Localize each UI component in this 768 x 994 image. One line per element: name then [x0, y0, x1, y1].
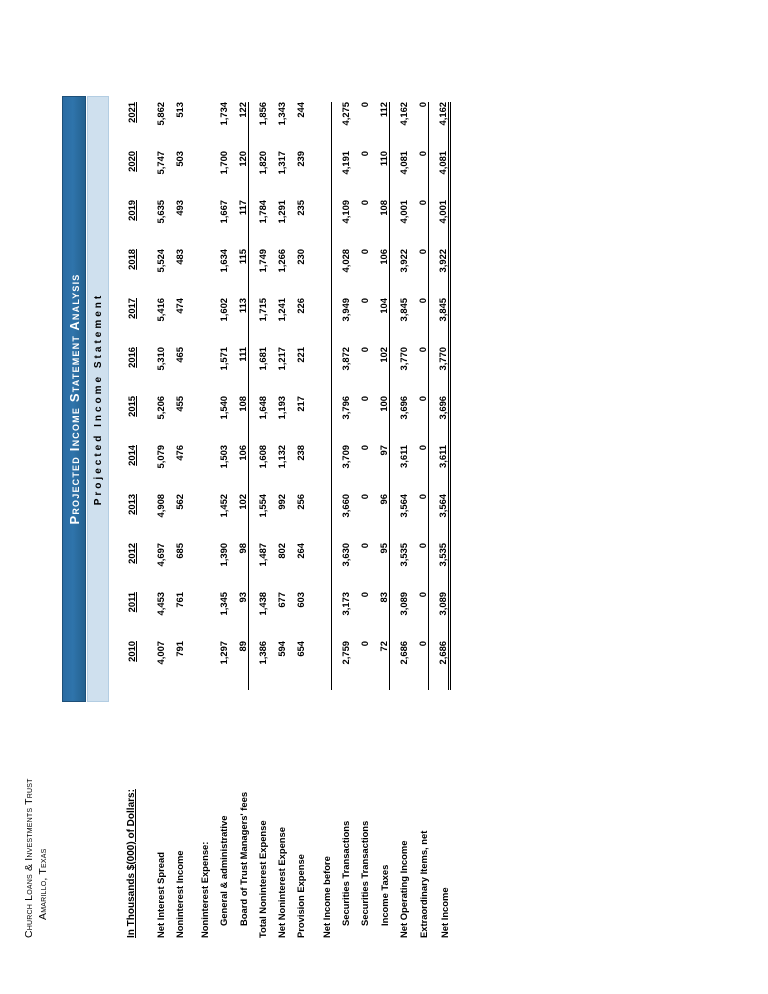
year-header: 2016 — [126, 347, 137, 368]
table-cell: 97 — [378, 445, 389, 456]
table-cell: 654 — [295, 641, 306, 657]
table-cell: 1,681 — [249, 347, 269, 396]
table-cell — [191, 543, 210, 592]
table-cell: 106 — [237, 445, 248, 461]
table-cell — [312, 151, 332, 200]
table-cell: 1,554 — [249, 494, 269, 543]
table-cell: 102 — [378, 347, 389, 363]
table-cell — [191, 641, 210, 690]
table-cell: 3,611 — [429, 445, 450, 494]
table-cell: 0 — [417, 445, 428, 451]
table-cell — [312, 543, 332, 592]
table-cell: 1,503 — [218, 445, 229, 469]
table-cell: 0 — [417, 347, 428, 353]
year-header: 2017 — [126, 298, 137, 319]
table-cell: 3,845 — [429, 298, 450, 347]
table-cell: 791 — [174, 641, 185, 657]
table-cell: 244 — [295, 102, 306, 118]
year-header: 2015 — [126, 396, 137, 417]
table-cell: 1,297 — [218, 641, 229, 665]
table-cell: 235 — [295, 200, 306, 216]
report-title: Projected Income Statement Analysis — [66, 273, 82, 525]
table-cell: 0 — [417, 298, 428, 304]
table-cell: 0 — [417, 249, 428, 255]
table-cell: 594 — [276, 641, 287, 657]
table-cell: 3,564 — [429, 494, 450, 543]
table-cell: 3,709 — [332, 445, 352, 494]
table-cell: 1,438 — [249, 592, 269, 641]
table-cell: 1,667 — [218, 200, 229, 224]
table-cell: 3,922 — [429, 249, 450, 298]
table-cell: 493 — [174, 200, 185, 216]
row-label: Net Interest Spread — [155, 852, 166, 938]
table-cell: 2,759 — [332, 641, 352, 690]
table-cell: 5,206 — [155, 396, 166, 420]
table-cell: 112 — [378, 102, 389, 118]
table-cell: 83 — [378, 592, 389, 603]
row-label: Securities Transactions — [340, 820, 351, 926]
row-label: Board of Trust Managers' fees — [237, 791, 249, 926]
table-cell: 0 — [359, 396, 370, 402]
table-row — [351, 102, 370, 938]
table-cell: 0 — [417, 151, 428, 157]
table-cell: 122 — [237, 102, 248, 118]
table-cell: 0 — [359, 298, 370, 304]
table-cell: 4,453 — [155, 592, 166, 616]
row-label: Total Noninterest Expense — [257, 820, 268, 938]
table-cell: 256 — [295, 494, 306, 510]
table-cell: 102 — [237, 494, 248, 510]
table-cell: 5,079 — [155, 445, 166, 469]
table-cell: 4,697 — [155, 543, 166, 567]
table-cell — [312, 102, 332, 151]
table-cell: 93 — [237, 592, 248, 603]
table-cell — [191, 347, 210, 396]
table-cell: 1,784 — [249, 200, 269, 249]
table-cell: 1,634 — [218, 249, 229, 273]
table-cell: 3,796 — [332, 396, 352, 445]
table-cell: 1,749 — [249, 249, 269, 298]
table-cell: 761 — [174, 592, 185, 608]
table-cell: 3,564 — [390, 494, 410, 543]
table-cell — [312, 200, 332, 249]
table-cell: 0 — [417, 494, 428, 500]
year-header: 2019 — [126, 200, 137, 221]
table-cell: 483 — [174, 249, 185, 265]
table-cell: 3,770 — [429, 347, 450, 396]
row-label: Net Income before — [320, 856, 332, 938]
table-cell: 95 — [378, 543, 389, 554]
table-cell: 1,648 — [249, 396, 269, 445]
row-label: Noninterest Expense: — [199, 841, 210, 938]
table-cell: 465 — [174, 347, 185, 363]
table-row — [191, 102, 210, 938]
table-cell: 3,696 — [390, 396, 410, 445]
table-cell: 4,001 — [429, 200, 450, 249]
table-cell: 562 — [174, 494, 185, 510]
table-header — [118, 102, 137, 938]
table-cell: 2,686 — [390, 641, 410, 690]
table-cell: 108 — [237, 396, 248, 412]
table-cell: 111 — [237, 347, 248, 362]
table-cell: 5,310 — [155, 347, 166, 371]
table-cell: 5,524 — [155, 249, 166, 273]
table-cell: 4,162 — [390, 102, 410, 151]
table-cell: 3,630 — [332, 543, 352, 592]
row-label: Net Operating Income — [398, 840, 409, 938]
table-cell: 98 — [237, 543, 248, 554]
table-cell: 1,700 — [218, 151, 229, 175]
table-cell: 802 — [276, 543, 287, 559]
table-cell — [191, 200, 210, 249]
table-cell: 1,487 — [249, 543, 269, 592]
table-cell: 4,007 — [155, 641, 166, 665]
table-cell — [312, 396, 332, 445]
table-cell: 226 — [295, 298, 306, 314]
table-cell: 503 — [174, 151, 185, 167]
table-cell: 4,081 — [429, 151, 450, 200]
table-cell: 0 — [359, 445, 370, 451]
table-row — [229, 102, 249, 938]
table-cell: 0 — [359, 543, 370, 549]
year-header: 2012 — [126, 543, 137, 564]
row-label: Net Noninterest Expense — [276, 827, 287, 938]
table-row — [166, 102, 185, 938]
table-cell: 1,734 — [218, 102, 229, 126]
table-cell: 106 — [378, 249, 389, 265]
company-name: Church Loans & Investments Trust — [23, 778, 35, 938]
company-location: Amarillo, Texas — [37, 848, 50, 920]
table-cell: 0 — [417, 543, 428, 549]
table-cell: 3,660 — [332, 494, 352, 543]
table-cell: 0 — [417, 200, 428, 206]
report-title-bar — [62, 96, 86, 702]
table-row — [429, 102, 450, 938]
table-cell — [312, 494, 332, 543]
table-cell: 2,686 — [429, 641, 450, 690]
table-cell: 3,770 — [390, 347, 410, 396]
table-row — [409, 102, 429, 938]
table-cell: 1,608 — [249, 445, 269, 494]
table-cell: 3,611 — [390, 445, 410, 494]
table-cell: 217 — [295, 396, 306, 412]
company-heading — [22, 778, 50, 938]
table-cell — [312, 347, 332, 396]
table-cell: 513 — [174, 102, 185, 118]
table-cell: 110 — [378, 151, 389, 167]
table-cell: 3,696 — [429, 396, 450, 445]
table-cell — [312, 592, 332, 641]
table-cell: 476 — [174, 445, 185, 461]
table-cell: 108 — [378, 200, 389, 216]
table-cell: 3,922 — [390, 249, 410, 298]
units-header: In Thousands $(000) of Dollars: — [126, 789, 137, 938]
table-cell: 230 — [295, 249, 306, 265]
table-row — [287, 102, 306, 938]
year-header: 2013 — [126, 494, 137, 515]
table-cell: 4,275 — [332, 102, 352, 151]
table-cell: 3,535 — [390, 543, 410, 592]
table-row — [210, 102, 229, 938]
table-cell: 221 — [295, 347, 306, 363]
table-cell: 3,872 — [332, 347, 352, 396]
table-cell — [191, 592, 210, 641]
table-cell: 0 — [417, 641, 428, 647]
table-cell: 1,602 — [218, 298, 229, 322]
row-label: Income Taxes — [378, 864, 390, 926]
table-cell: 5,416 — [155, 298, 166, 322]
year-header: 2018 — [126, 249, 137, 270]
table-cell: 474 — [174, 298, 185, 314]
year-header: 2011 — [126, 592, 137, 613]
table-cell: 603 — [295, 592, 306, 608]
row-label: Provision Expense — [295, 854, 306, 938]
projected-income-statement-table — [118, 102, 451, 938]
table-cell: 4,109 — [332, 200, 352, 249]
table-cell: 1,291 — [276, 200, 287, 224]
table-cell — [312, 249, 332, 298]
table-cell: 0 — [417, 592, 428, 598]
table-cell: 1,241 — [276, 298, 287, 322]
year-header: 2021 — [126, 102, 137, 123]
year-header: 2010 — [126, 641, 137, 662]
row-label: Securities Transactions — [359, 820, 370, 926]
table-cell: 5,862 — [155, 102, 166, 126]
table-cell: 677 — [276, 592, 287, 608]
table-row — [268, 102, 287, 938]
table-cell: 0 — [359, 151, 370, 157]
report-subtitle: Projected Income Statement — [92, 292, 104, 506]
table-cell: 120 — [237, 151, 248, 167]
table-cell: 3,845 — [390, 298, 410, 347]
table-cell: 3,535 — [429, 543, 450, 592]
table-cell: 1,452 — [218, 494, 229, 518]
table-cell: 3,089 — [390, 592, 410, 641]
table-row — [249, 102, 269, 938]
table-cell: 0 — [359, 249, 370, 255]
table-cell: 1,345 — [218, 592, 229, 616]
year-header: 2014 — [126, 445, 137, 466]
table-cell: 1,317 — [276, 151, 287, 175]
table-row — [370, 102, 390, 938]
table-cell: 1,217 — [276, 347, 287, 371]
table-cell: 96 — [378, 494, 389, 505]
table-cell: 0 — [359, 641, 370, 647]
table-cell: 4,001 — [390, 200, 410, 249]
table-row — [332, 102, 352, 938]
table-body — [137, 102, 450, 938]
table-cell: 992 — [276, 494, 287, 510]
table-cell: 1,820 — [249, 151, 269, 200]
table-cell: 3,173 — [332, 592, 352, 641]
table-cell — [191, 151, 210, 200]
table-cell: 0 — [359, 200, 370, 206]
table-cell: 0 — [359, 102, 370, 108]
table-cell: 0 — [417, 102, 428, 108]
table-cell: 4,908 — [155, 494, 166, 518]
table-cell: 685 — [174, 543, 185, 559]
table-cell: 117 — [237, 200, 248, 216]
spacer-cell — [137, 102, 147, 938]
table-cell: 3,089 — [429, 592, 450, 641]
table-cell: 4,191 — [332, 151, 352, 200]
table-cell: 0 — [359, 347, 370, 353]
table-cell: 0 — [359, 494, 370, 500]
table-cell: 264 — [295, 543, 306, 559]
table-cell: 1,571 — [218, 347, 229, 371]
row-label: General & administrative — [218, 815, 229, 926]
table-cell — [191, 102, 210, 151]
table-cell — [312, 445, 332, 494]
table-cell: 1,856 — [249, 102, 269, 151]
table-cell: 1,193 — [276, 396, 287, 420]
table-cell — [191, 396, 210, 445]
table-cell: 1,132 — [276, 445, 287, 469]
table-cell: 239 — [295, 151, 306, 167]
year-header: 2020 — [126, 151, 137, 172]
table-cell — [312, 641, 332, 690]
table-row — [390, 102, 410, 938]
table-cell: 5,635 — [155, 200, 166, 224]
table-cell: 0 — [417, 396, 428, 402]
table-cell: 4,081 — [390, 151, 410, 200]
table-cell: 100 — [378, 396, 389, 412]
table-cell: 115 — [237, 249, 248, 265]
spacer-row — [137, 102, 147, 938]
table-cell: 1,343 — [276, 102, 287, 126]
table-header-row — [118, 102, 137, 938]
table-cell: 1,390 — [218, 543, 229, 567]
table-cell — [191, 298, 210, 347]
table-cell: 0 — [359, 592, 370, 598]
table-cell: 89 — [237, 641, 248, 652]
row-label: Noninterest Income — [174, 850, 185, 938]
table-cell — [191, 494, 210, 543]
table-cell: 1,266 — [276, 249, 287, 273]
table-row — [312, 102, 332, 938]
table-row — [147, 102, 166, 938]
table-cell: 4,028 — [332, 249, 352, 298]
table-cell: 4,162 — [429, 102, 450, 151]
table-cell: 455 — [174, 396, 185, 412]
table-cell — [191, 445, 210, 494]
table-cell: 72 — [378, 641, 389, 652]
row-label: Extraordinary Items, net — [417, 830, 429, 938]
table-cell: 238 — [295, 445, 306, 461]
table-cell: 113 — [237, 298, 248, 314]
report-subtitle-bar — [87, 96, 109, 702]
table-cell: 5,747 — [155, 151, 166, 175]
table-cell: 1,715 — [249, 298, 269, 347]
table-cell: 1,386 — [249, 641, 269, 690]
table-cell — [191, 249, 210, 298]
row-label: Net Income — [438, 887, 450, 938]
table-cell: 104 — [378, 298, 389, 314]
table-cell: 3,949 — [332, 298, 352, 347]
table-cell — [312, 298, 332, 347]
table-cell: 1,540 — [218, 396, 229, 420]
